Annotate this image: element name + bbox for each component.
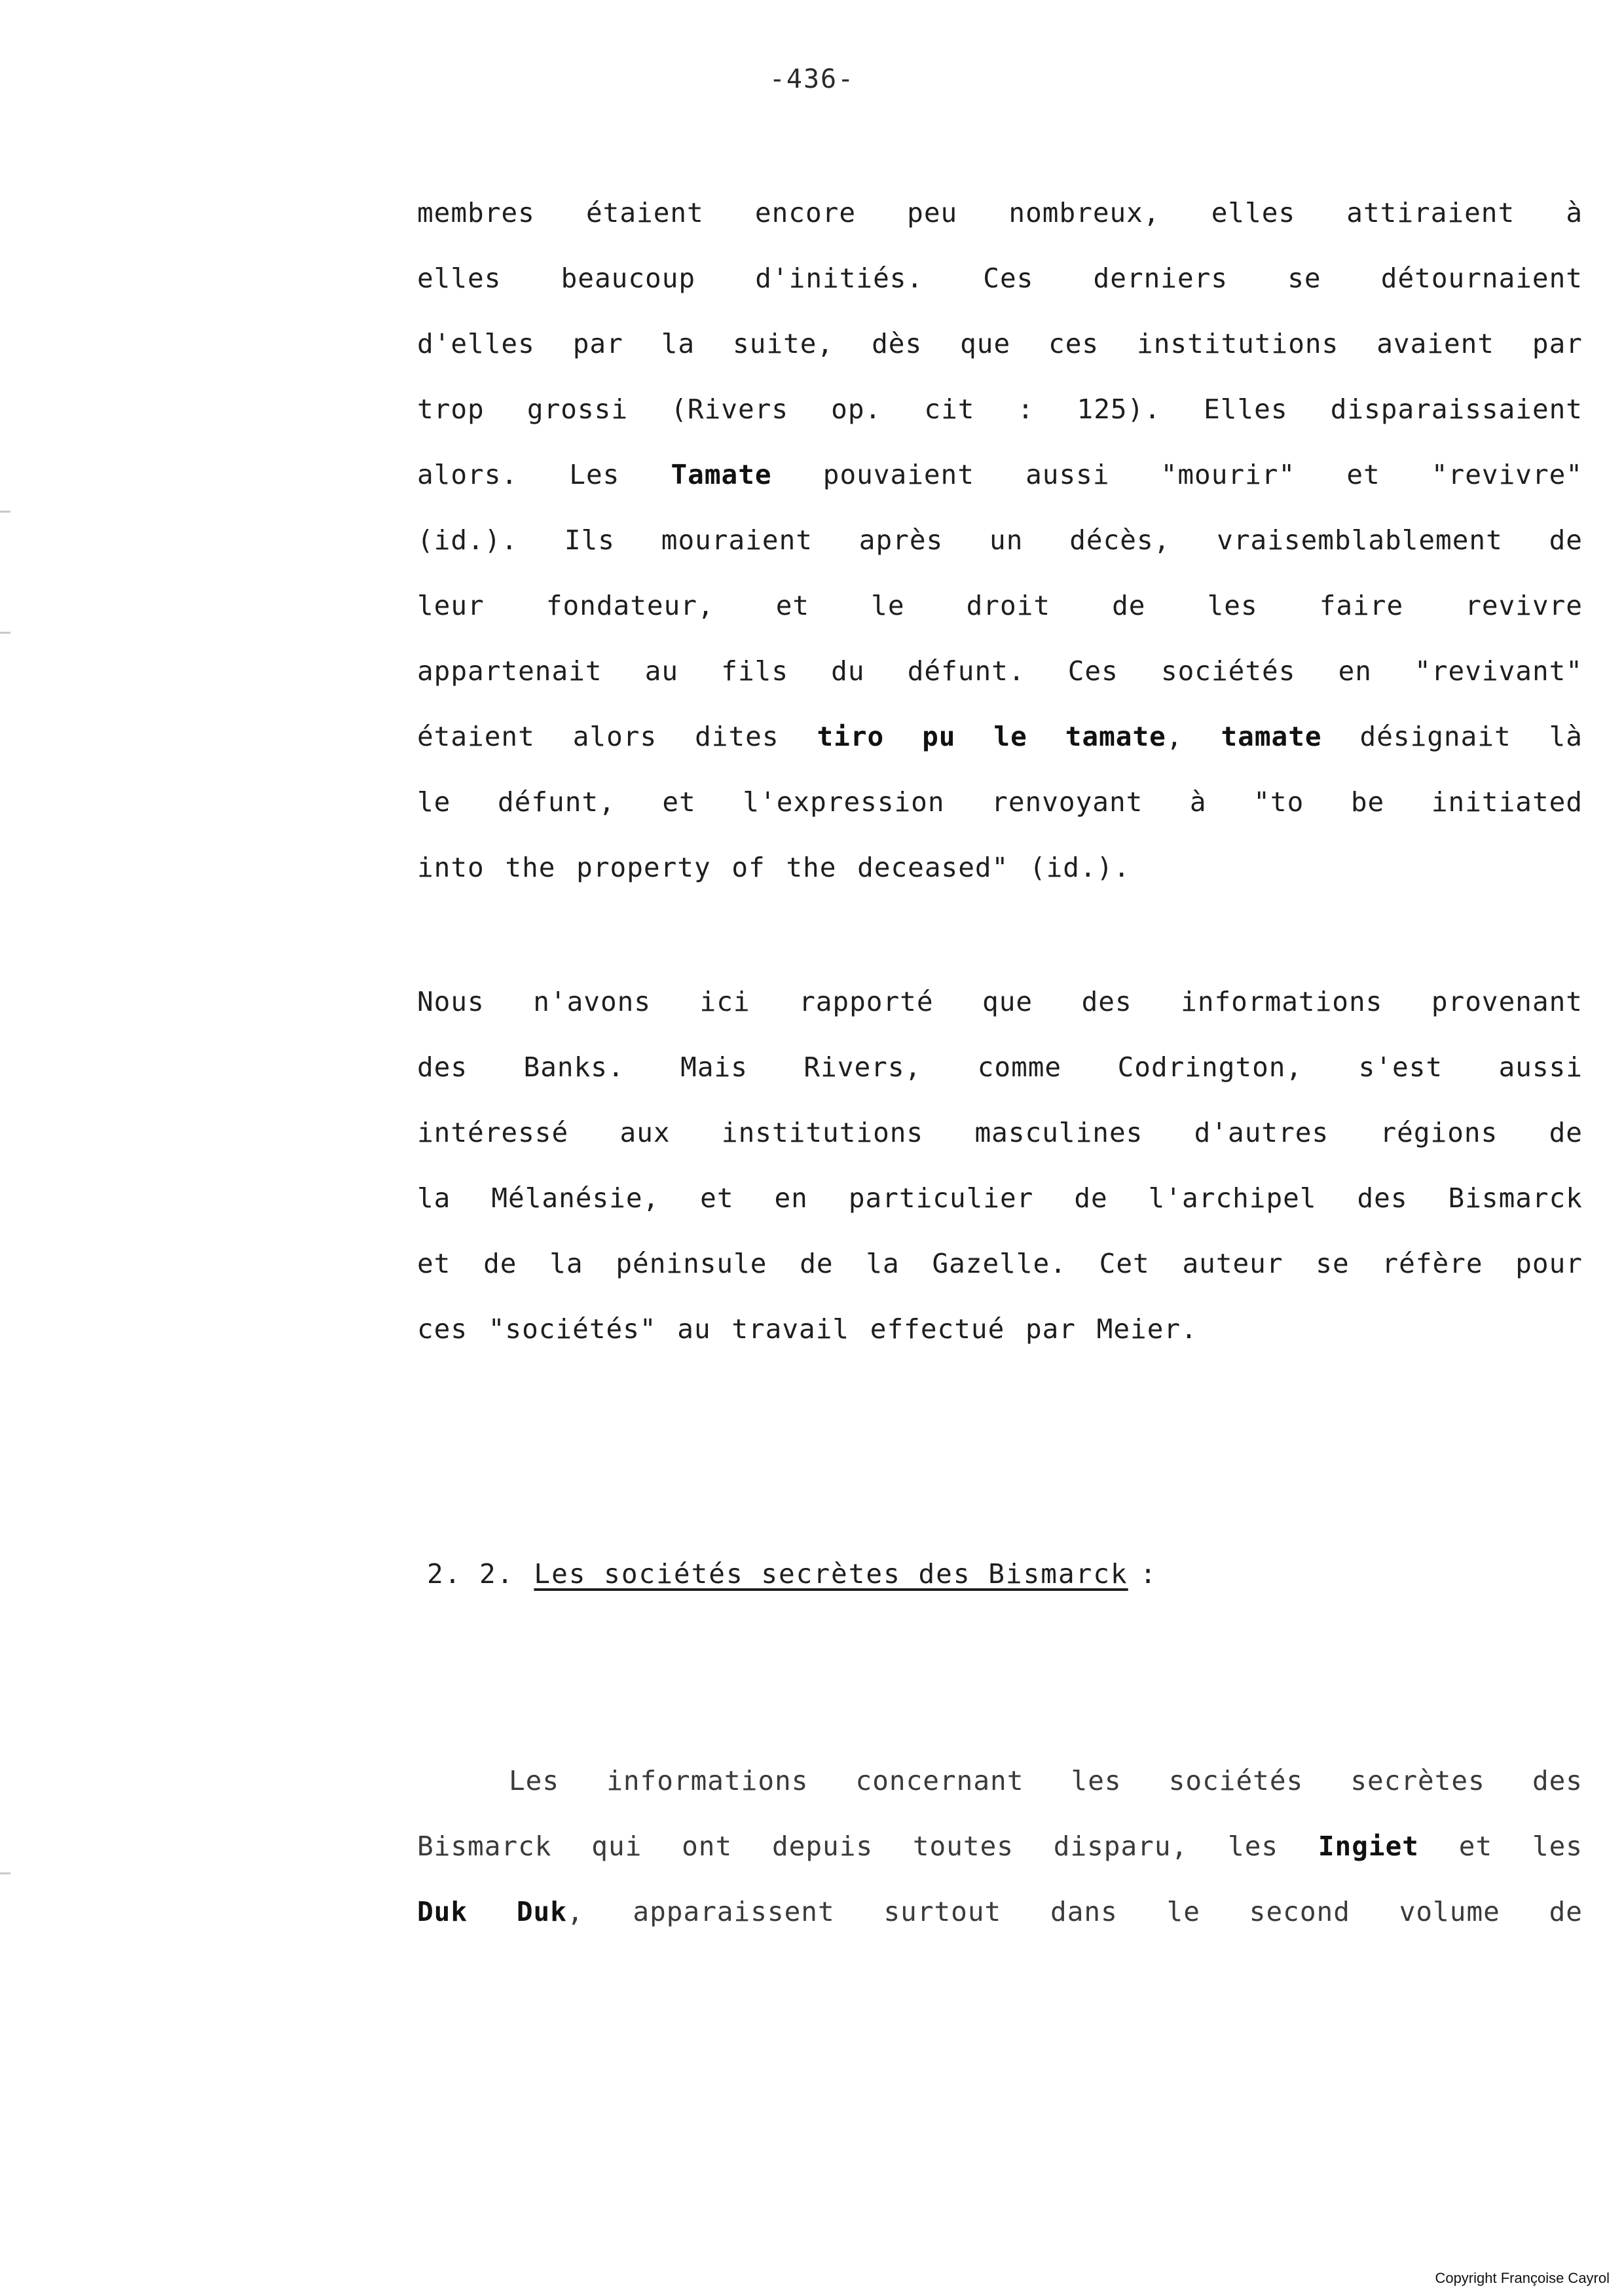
term-tiro-pu-le-tamate: tiro pu le tamate: [817, 721, 1166, 752]
text-line: trop grossi (Rivers op. cit : 125). Elles disparaissaient: [417, 393, 1583, 425]
section-number: 2. 2.: [427, 1558, 515, 1590]
text-line: alors. Les Tamate pouvaient aussi "mourir" et "revivre": [417, 459, 1583, 490]
text-line: étaient alors dites tiro pu le tamate, tamate désignait là: [417, 721, 1583, 752]
term-tamate: Tamate: [671, 459, 772, 490]
text-line: into the property of the deceased" (id.).: [417, 852, 1131, 883]
text-line: d'elles par la suite, dès que ces institutions avaient par: [417, 328, 1583, 359]
scan-margin-mark: [0, 632, 10, 634]
text-line: et de la péninsule de la Gazelle. Cet auteur se réfère pour: [417, 1248, 1583, 1279]
text-line: des Banks. Mais Rivers, comme Codrington, s'est aussi: [417, 1051, 1583, 1083]
paragraph-bismarck: [417, 1748, 1583, 1944]
text-line: le défunt, et l'expression renvoyant à "to be initiated: [417, 786, 1583, 818]
section-colon: :: [1139, 1558, 1158, 1590]
paragraph-rivers: [417, 969, 1583, 1362]
text-line: leur fondateur, et le droit de les faire revivre: [417, 590, 1583, 621]
copyright-notice: Copyright Françoise Cayrol: [1435, 2270, 1610, 2286]
section-title: Les sociétés secrètes des Bismarck: [534, 1558, 1128, 1590]
text-line: Duk Duk, apparaissent surtout dans le second volume de: [417, 1896, 1583, 1927]
text-line: la Mélanésie, et en particulier de l'archipel des Bismarck: [417, 1182, 1583, 1214]
text-line: elles beaucoup d'initiés. Ces derniers se détournaient: [417, 263, 1583, 294]
text-line: Les informations concernant les sociétés secrètes des: [509, 1765, 1583, 1796]
scan-margin-mark: [0, 511, 10, 513]
paragraph-tamate: [417, 180, 1583, 900]
text-line: appartenait au fils du défunt. Ces sociétés en "revivant": [417, 655, 1583, 687]
text-line: intéressé aux institutions masculines d'autres régions de: [417, 1117, 1583, 1148]
text-line: membres étaient encore peu nombreux, elles attiraient à: [417, 197, 1583, 228]
term-duk-duk: Duk Duk: [417, 1896, 567, 1927]
page-number: -436-: [769, 64, 855, 94]
text-line: (id.). Ils mouraient après un décès, vraisemblablement de: [417, 524, 1583, 556]
text-line: Bismarck qui ont depuis toutes disparu, les Ingiet et les: [417, 1831, 1583, 1862]
term-ingiet: Ingiet: [1318, 1831, 1419, 1862]
text-line: Nous n'avons ici rapporté que des informations provenant: [417, 986, 1583, 1017]
text-line: ces "sociétés" au travail effectué par Meier.: [417, 1313, 1198, 1345]
section-heading: [427, 1558, 1157, 1590]
term-tamate: tamate: [1221, 721, 1322, 752]
scan-margin-mark: [0, 1872, 10, 1874]
